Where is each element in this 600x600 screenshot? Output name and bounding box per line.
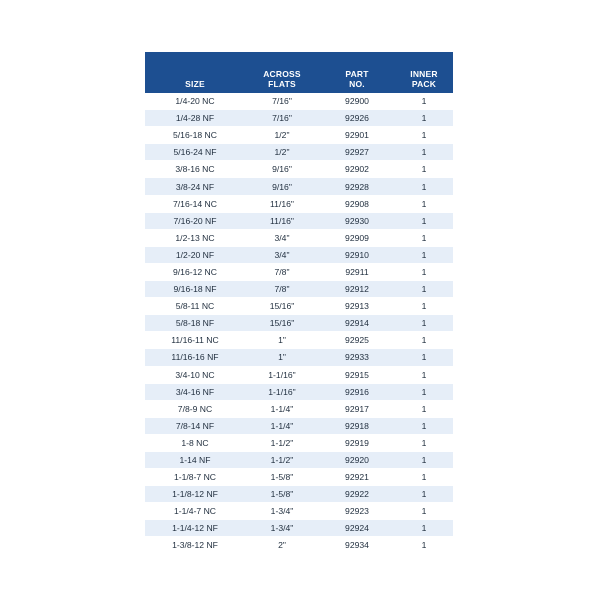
cell-part-no: 92916 <box>319 383 395 400</box>
cell-across-flats: 1-5/8" <box>245 486 319 503</box>
cell-inner-pack: 1 <box>395 212 453 229</box>
cell-inner-pack: 1 <box>395 349 453 366</box>
cell-inner-pack: 1 <box>395 298 453 315</box>
cell-size: 7/8-9 NC <box>145 400 245 417</box>
cell-across-flats: 1/2" <box>245 144 319 161</box>
cell-across-flats: 1-1/16" <box>245 366 319 383</box>
cell-inner-pack: 1 <box>395 315 453 332</box>
table-header <box>145 52 453 93</box>
table-body <box>145 93 453 554</box>
cell-across-flats: 1-3/4" <box>245 520 319 537</box>
cell-size: 9/16-12 NC <box>145 263 245 280</box>
cell-inner-pack: 1 <box>395 161 453 178</box>
cell-size: 1-14 NF <box>145 451 245 468</box>
cell-inner-pack: 1 <box>395 366 453 383</box>
table-row <box>145 503 453 520</box>
table-row <box>145 383 453 400</box>
cell-inner-pack: 1 <box>395 246 453 263</box>
cell-size: 1-1/8-7 NC <box>145 469 245 486</box>
table-row <box>145 195 453 212</box>
table-row <box>145 486 453 503</box>
cell-part-no: 92902 <box>319 161 395 178</box>
cell-size: 11/16-11 NC <box>145 332 245 349</box>
cell-across-flats: 7/8" <box>245 281 319 298</box>
cell-part-no: 92909 <box>319 229 395 246</box>
cell-across-flats: 1-1/16" <box>245 383 319 400</box>
table-row <box>145 93 453 110</box>
cell-part-no: 92922 <box>319 486 395 503</box>
cell-size: 3/8-24 NF <box>145 178 245 195</box>
cell-size: 3/4-16 NF <box>145 383 245 400</box>
cell-inner-pack: 1 <box>395 229 453 246</box>
cell-size: 1-8 NC <box>145 434 245 451</box>
cell-size: 1/2-13 NC <box>145 229 245 246</box>
cell-size: 1/4-28 NF <box>145 110 245 127</box>
table-row <box>145 229 453 246</box>
cell-across-flats: 3/4" <box>245 246 319 263</box>
cell-inner-pack: 1 <box>395 434 453 451</box>
cell-part-no: 92912 <box>319 281 395 298</box>
header-part-no <box>319 52 395 93</box>
cell-inner-pack: 1 <box>395 195 453 212</box>
table-row <box>145 178 453 195</box>
cell-part-no: 92908 <box>319 195 395 212</box>
header-row <box>145 52 453 93</box>
cell-size: 7/8-14 NF <box>145 417 245 434</box>
cell-size: 5/8-11 NC <box>145 298 245 315</box>
cell-across-flats: 1-1/2" <box>245 434 319 451</box>
table-row <box>145 246 453 263</box>
cell-part-no: 92900 <box>319 93 395 110</box>
table-row <box>145 315 453 332</box>
cell-across-flats: 3/4" <box>245 229 319 246</box>
cell-inner-pack: 1 <box>395 332 453 349</box>
cell-part-no: 92901 <box>319 127 395 144</box>
cell-part-no: 92924 <box>319 520 395 537</box>
header-part-no-line-1: PART <box>345 69 369 79</box>
cell-inner-pack: 1 <box>395 263 453 280</box>
cell-part-no: 92928 <box>319 178 395 195</box>
cell-inner-pack: 1 <box>395 178 453 195</box>
cell-part-no: 92927 <box>319 144 395 161</box>
cell-part-no: 92913 <box>319 298 395 315</box>
cell-size: 5/8-18 NF <box>145 315 245 332</box>
nut-size-table <box>145 52 453 555</box>
header-part-no-line-2: NO. <box>349 79 365 89</box>
cell-across-flats: 15/16" <box>245 298 319 315</box>
cell-part-no: 92911 <box>319 263 395 280</box>
cell-size: 1-3/8-12 NF <box>145 537 245 554</box>
cell-inner-pack: 1 <box>395 110 453 127</box>
cell-across-flats: 11/16" <box>245 212 319 229</box>
cell-across-flats: 9/16" <box>245 161 319 178</box>
table-row <box>145 144 453 161</box>
table-row <box>145 127 453 144</box>
header-across-flats <box>245 52 319 93</box>
cell-part-no: 92925 <box>319 332 395 349</box>
table-row <box>145 263 453 280</box>
cell-size: 1-1/4-7 NC <box>145 503 245 520</box>
cell-size: 1/4-20 NC <box>145 93 245 110</box>
cell-across-flats: 1/2" <box>245 127 319 144</box>
cell-part-no: 92918 <box>319 417 395 434</box>
cell-across-flats: 1" <box>245 332 319 349</box>
cell-part-no: 92934 <box>319 537 395 554</box>
table-row <box>145 212 453 229</box>
cell-inner-pack: 1 <box>395 537 453 554</box>
header-inner-pack <box>395 52 453 93</box>
table-row <box>145 469 453 486</box>
cell-size: 5/16-18 NC <box>145 127 245 144</box>
spec-table-container <box>145 52 453 555</box>
table-row <box>145 400 453 417</box>
cell-across-flats: 7/8" <box>245 263 319 280</box>
cell-size: 5/16-24 NF <box>145 144 245 161</box>
cell-part-no: 92914 <box>319 315 395 332</box>
table-row <box>145 298 453 315</box>
cell-part-no: 92926 <box>319 110 395 127</box>
cell-across-flats: 11/16" <box>245 195 319 212</box>
cell-across-flats: 1" <box>245 349 319 366</box>
cell-size: 3/8-16 NC <box>145 161 245 178</box>
cell-part-no: 92917 <box>319 400 395 417</box>
cell-size: 9/16-18 NF <box>145 281 245 298</box>
header-inner-pack-line-1: INNER <box>410 69 438 79</box>
cell-size: 1/2-20 NF <box>145 246 245 263</box>
cell-part-no: 92923 <box>319 503 395 520</box>
cell-size: 7/16-14 NC <box>145 195 245 212</box>
cell-inner-pack: 1 <box>395 127 453 144</box>
cell-inner-pack: 1 <box>395 93 453 110</box>
table-row <box>145 520 453 537</box>
table-row <box>145 417 453 434</box>
header-inner-pack-line-2: PACK <box>411 79 437 89</box>
cell-inner-pack: 1 <box>395 469 453 486</box>
table-row <box>145 161 453 178</box>
cell-inner-pack: 1 <box>395 503 453 520</box>
table-row <box>145 366 453 383</box>
header-size-line-1: SIZE <box>185 79 205 89</box>
table-row <box>145 110 453 127</box>
cell-across-flats: 9/16" <box>245 178 319 195</box>
cell-size: 1-1/4-12 NF <box>145 520 245 537</box>
cell-part-no: 92930 <box>319 212 395 229</box>
cell-inner-pack: 1 <box>395 383 453 400</box>
cell-across-flats: 2" <box>245 537 319 554</box>
header-size <box>145 52 245 93</box>
cell-part-no: 92920 <box>319 451 395 468</box>
table-row <box>145 537 453 554</box>
cell-inner-pack: 1 <box>395 451 453 468</box>
cell-part-no: 92921 <box>319 469 395 486</box>
cell-inner-pack: 1 <box>395 486 453 503</box>
cell-part-no: 92910 <box>319 246 395 263</box>
cell-inner-pack: 1 <box>395 520 453 537</box>
table-row <box>145 451 453 468</box>
cell-size: 1-1/8-12 NF <box>145 486 245 503</box>
table-row <box>145 349 453 366</box>
cell-size: 11/16-16 NF <box>145 349 245 366</box>
header-across-flats-line-1: ACROSS <box>263 69 301 79</box>
cell-part-no: 92919 <box>319 434 395 451</box>
cell-across-flats: 1-3/4" <box>245 503 319 520</box>
cell-inner-pack: 1 <box>395 400 453 417</box>
cell-across-flats: 1-1/4" <box>245 417 319 434</box>
cell-part-no: 92915 <box>319 366 395 383</box>
cell-inner-pack: 1 <box>395 144 453 161</box>
cell-across-flats: 1-1/2" <box>245 451 319 468</box>
cell-size: 3/4-10 NC <box>145 366 245 383</box>
cell-across-flats: 15/16" <box>245 315 319 332</box>
cell-inner-pack: 1 <box>395 281 453 298</box>
cell-across-flats: 7/16" <box>245 93 319 110</box>
cell-across-flats: 1-1/4" <box>245 400 319 417</box>
table-row <box>145 281 453 298</box>
header-across-flats-line-2: FLATS <box>268 79 296 89</box>
table-row <box>145 434 453 451</box>
cell-across-flats: 7/16" <box>245 110 319 127</box>
cell-inner-pack: 1 <box>395 417 453 434</box>
cell-part-no: 92933 <box>319 349 395 366</box>
cell-size: 7/16-20 NF <box>145 212 245 229</box>
table-row <box>145 332 453 349</box>
cell-across-flats: 1-5/8" <box>245 469 319 486</box>
